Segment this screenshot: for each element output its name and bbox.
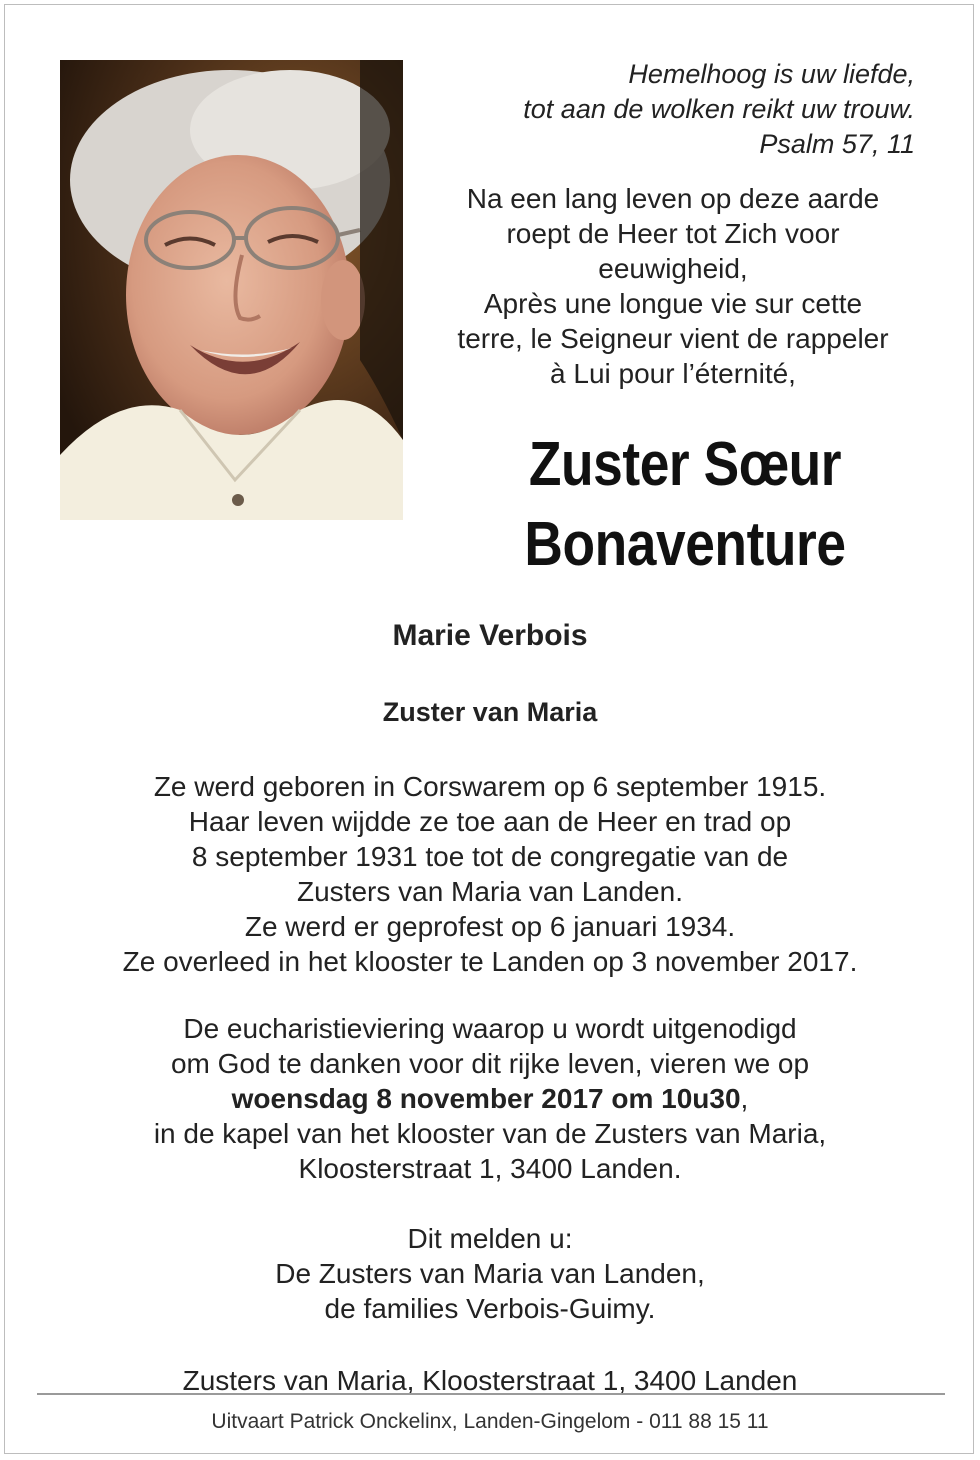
- deceased-name-line-1: Zuster Sœur: [528, 430, 842, 499]
- mass-line-2: om God te danken voor dit rijke leven, vieren we op: [170, 1048, 810, 1079]
- intro-nl-line-2: roept de Heer tot Zich voor: [506, 218, 840, 249]
- verse-reference: Psalm 57, 11: [759, 129, 915, 159]
- funeral-mass-info: [5, 1011, 975, 1186]
- intro-text: [423, 181, 923, 391]
- announce-line-3: de families Verbois-Guimy.: [324, 1293, 656, 1324]
- intro-fr-line-2: terre, le Seigneur vient de rappeler: [457, 323, 889, 354]
- bible-verse: [425, 57, 915, 162]
- mass-date-suffix: ,: [740, 1083, 749, 1114]
- intro-nl-line-3: eeuwigheid,: [598, 253, 748, 284]
- bio-line-3: 8 september 1931 toe tot de congregatie van de: [191, 841, 789, 872]
- verse-line-2: tot aan de wolken reikt uw trouw.: [523, 94, 915, 124]
- portrait-photo: [60, 60, 403, 520]
- bio-line-4: Zusters van Maria van Landen.: [297, 876, 683, 907]
- biography: [5, 769, 975, 979]
- bio-line-6: Ze overleed in het klooster te Landen op 3 november 2017.: [122, 946, 858, 977]
- deceased-name-line-2: Bonaventure: [524, 510, 846, 579]
- intro-fr-line-3: à Lui pour l’éternité,: [550, 358, 796, 389]
- mass-line-4: in de kapel van het klooster van de Zusters van Maria,: [153, 1118, 827, 1149]
- obituary-card: [4, 4, 974, 1454]
- mass-date: woensdag 8 november 2017 om 10u30: [231, 1083, 741, 1114]
- mass-line-5: Kloosterstraat 1, 3400 Landen.: [298, 1153, 682, 1184]
- footer-divider: [37, 1393, 945, 1395]
- bio-line-5: Ze werd er geprofest op 6 januari 1934.: [244, 911, 736, 942]
- announcers: [5, 1221, 975, 1326]
- mass-line-1: De eucharistieviering waarop u wordt uitgenodigd: [183, 1013, 797, 1044]
- portrait-image: [60, 60, 403, 520]
- intro-fr-line-1: Après une longue vie sur cette: [483, 288, 863, 319]
- contact-address: Zusters van Maria, Kloosterstraat 1, 3400 Landen: [182, 1365, 798, 1396]
- verse-line-1: Hemelhoog is uw liefde,: [628, 59, 915, 89]
- bio-line-2: Haar leven wijdde ze toe aan de Heer en trad op: [188, 806, 792, 837]
- bio-line-1: Ze werd geboren in Corswarem op 6 september 1915.: [153, 771, 827, 802]
- announce-line-1: Dit melden u:: [407, 1223, 573, 1254]
- intro-nl-line-1: Na een lang leven op deze aarde: [466, 183, 880, 214]
- religious-order: Zuster van Maria: [382, 697, 598, 727]
- civil-name: Marie Verbois: [392, 619, 588, 652]
- mass-date-line: [5, 1081, 975, 1116]
- funeral-home-footer: Uitvaart Patrick Onckelinx, Landen-Gingelom - 011 88 15 11: [211, 1410, 769, 1433]
- announce-line-2: De Zusters van Maria van Landen,: [275, 1258, 705, 1289]
- deceased-name: [479, 425, 892, 585]
